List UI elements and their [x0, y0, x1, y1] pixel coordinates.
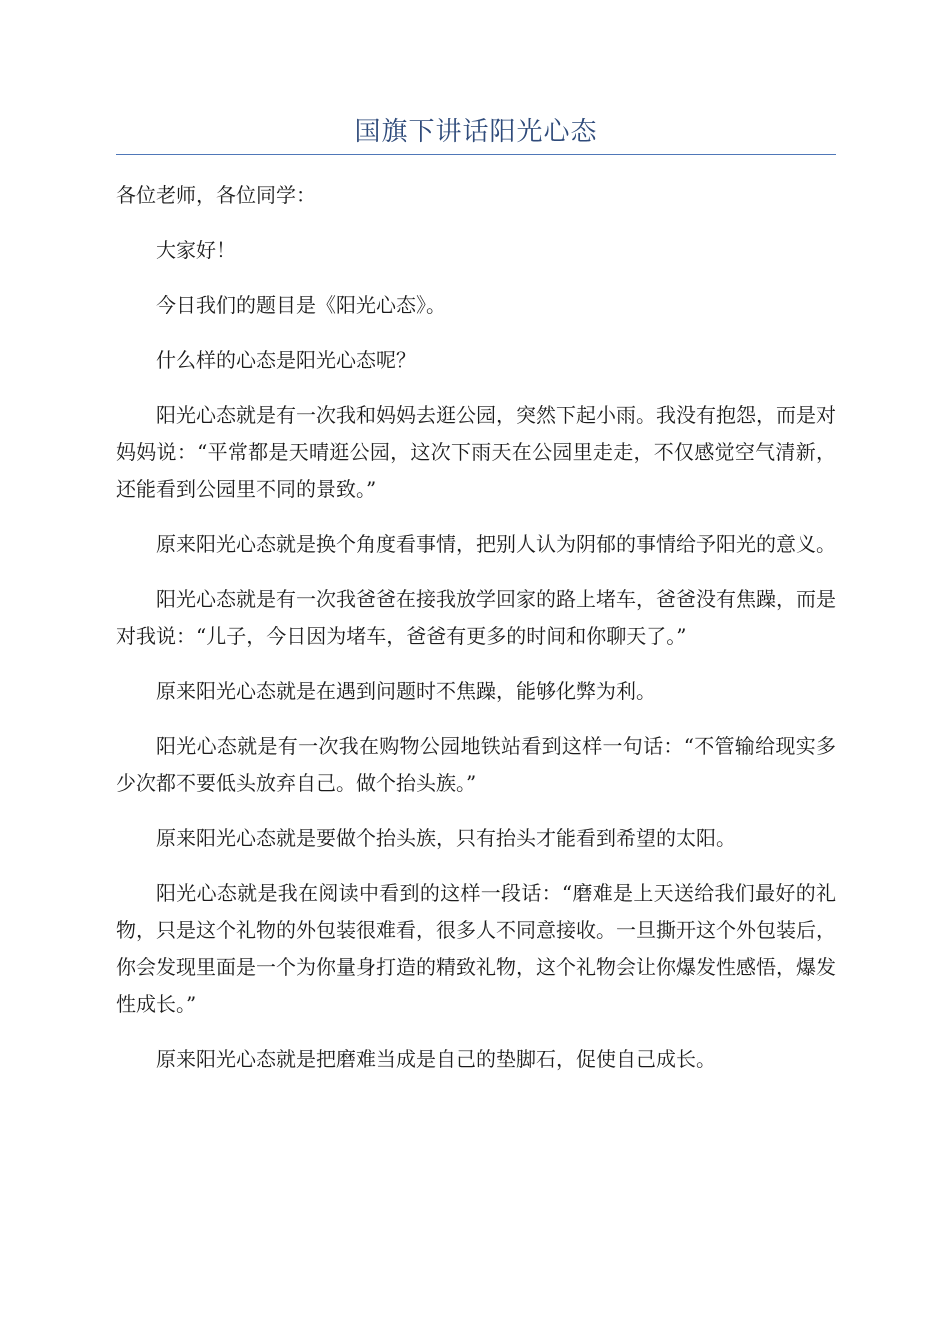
document-page [116, 110, 836, 1096]
paragraph: 阳光心态就是有一次我和妈妈去逛公园，突然下起小雨。我没有抱怨，而是对妈妈说：“平常都是天晴逛公园，这次下雨天在公园里走走，不仅感觉空气清新，还能看到公园里不同的景致。” [116, 403, 836, 501]
paragraph-salutation: 各位老师，各位同学： [116, 183, 316, 207]
paragraph: 今日我们的题目是《阳光心态》。 [156, 293, 446, 317]
paragraph-greeting: 大家好！ [156, 238, 236, 262]
paragraph: 原来阳光心态就是把磨难当成是自己的垫脚石，促使自己成长。 [156, 1047, 716, 1071]
paragraph: 阳光心态就是有一次我在购物公园地铁站看到这样一句话：“不管输给现实多少次都不要低头放弃自己。做个抬头族。” [116, 734, 836, 795]
document-title: 国旗下讲话阳光心态 [354, 117, 598, 147]
paragraph: 原来阳光心态就是换个角度看事情，把别人认为阴郁的事情给予阳光的意义。 [156, 532, 836, 556]
paragraph: 原来阳光心态就是在遇到问题时不焦躁，能够化弊为利。 [156, 679, 656, 703]
paragraph: 什么样的心态是阳光心态呢？ [156, 348, 416, 372]
paragraph: 阳光心态就是有一次我爸爸在接我放学回家的路上堵车，爸爸没有焦躁，而是对我说：“儿子，今日因为堵车，爸爸有更多的时间和你聊天了。” [116, 587, 836, 648]
title-underline [116, 154, 836, 155]
paragraph: 阳光心态就是我在阅读中看到的这样一段话：“磨难是上天送给我们最好的礼物，只是这个礼物的外包装很难看，很多人不同意接收。一旦撕开这个外包装后，你会发现里面是一个为你量身打造的精致礼物，这个礼物会让你爆发性感悟，爆发性成长。” [116, 881, 836, 1016]
paragraph: 原来阳光心态就是要做个抬头族，只有抬头才能看到希望的太阳。 [156, 826, 736, 850]
